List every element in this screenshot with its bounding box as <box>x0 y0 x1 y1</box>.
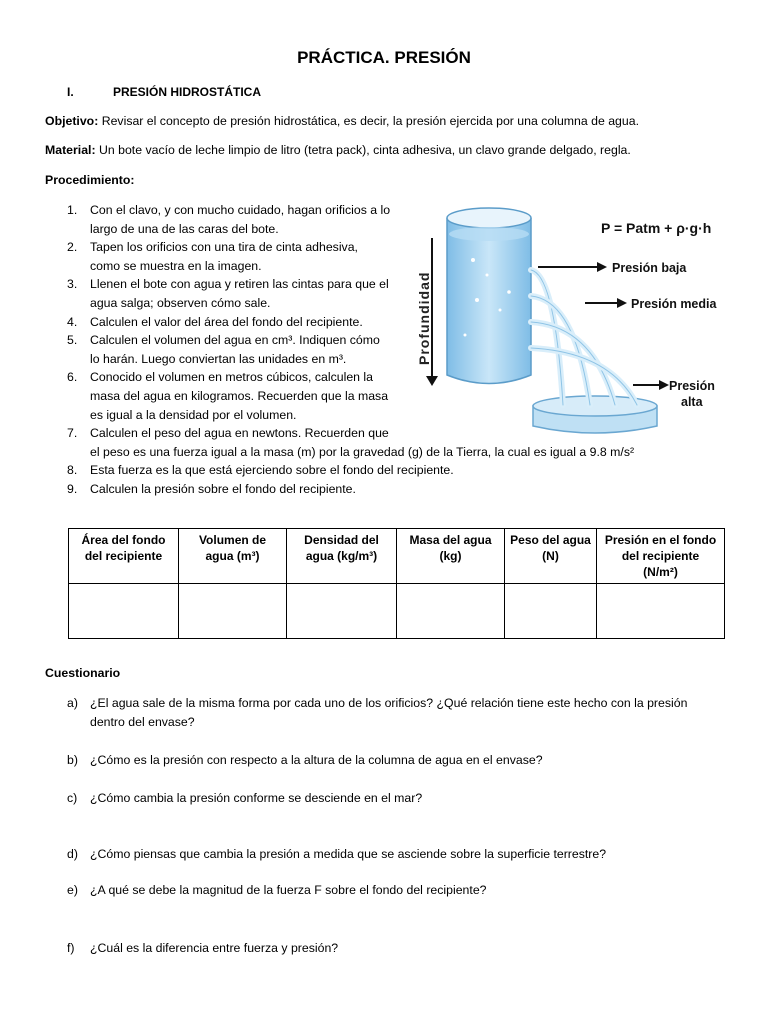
question-item: b) ¿Cómo es la presión con respecto a la altura de la columna de agua en el envase? <box>67 753 543 767</box>
list-item: 1. Con el clavo, y con mucho cuidado, hagan orificios a lo largo de una de las caras del bote. <box>67 203 391 236</box>
material-text: Un bote vacío de leche limpio de litro (tetra pack), cinta adhesiva, un clavo grande delgado, regla. <box>95 143 631 157</box>
table-header-cell: Presión en el fondo del recipiente (N/m²) <box>597 529 725 584</box>
pressure-figure <box>405 200 745 440</box>
list-item: 4. Calculen el valor del área del fondo del recipiente. <box>67 314 363 329</box>
table-cell[interactable] <box>397 584 505 639</box>
list-item: 9. Calculen la presión sobre el fondo del recipiente. <box>67 481 356 496</box>
water-jets <box>531 270 637 405</box>
question-item: a) ¿El agua sale de la misma forma por cada uno de los orificios? ¿Qué relación tiene este hecho con la presión dentro del envase? <box>67 696 688 729</box>
material-line <box>45 143 631 157</box>
table-cell[interactable] <box>69 584 179 639</box>
table-cell[interactable] <box>597 584 725 639</box>
question-item: e) ¿A qué se debe la magnitud de la fuerza F sobre el fondo del recipiente? <box>67 883 487 897</box>
section-heading <box>67 85 261 99</box>
list-item: 6. Conocido el volumen en metros cúbicos, calculen la masa del agua en kilogramos. Recuerden que la masa es igual a la densidad por el volumen. <box>67 370 389 422</box>
label-high-pressure-2: alta <box>681 395 703 409</box>
question-item: d) ¿Cómo piensas que cambia la presión a medida que se asciende sobre la superficie terrestre? <box>67 847 607 861</box>
procedure-heading: Procedimiento: <box>45 173 135 187</box>
water-container <box>447 208 531 384</box>
question-item: f) ¿Cuál es la diferencia entre fuerza y presión? <box>67 941 339 955</box>
data-table <box>68 528 725 639</box>
table-header-cell: Volumen de agua (m³) <box>179 529 287 584</box>
table-cell[interactable] <box>287 584 397 639</box>
table-header-cell: Peso del agua (N) <box>505 529 597 584</box>
label-high-pressure-1: Presión <box>669 379 715 393</box>
label-low-pressure: Presión baja <box>612 261 687 275</box>
questionnaire-heading: Cuestionario <box>45 666 121 680</box>
table-header-row <box>69 529 725 584</box>
question-item: c) ¿Cómo cambia la presión conforme se desciende en el mar? <box>67 791 423 805</box>
list-item: 8. Esta fuerza es la que está ejerciendo sobre el fondo del recipiente. <box>67 463 454 478</box>
list-item: 7. Calculen el peso del agua en newtons. Recuerden que el peso es una fuerza igual a la masa (m) por la gravedad (g) de la Tierra, la cual es igual a 9.8 m/s² <box>67 426 635 459</box>
depth-axis-label: Profundidad <box>416 271 432 365</box>
list-item: 5. Calculen el volumen del agua en cm³. Indiquen cómo lo harán. Luego conviertan las unidades en m³. <box>67 333 380 366</box>
section-label: PRESIÓN HIDROSTÁTICA <box>113 85 262 99</box>
table-row <box>69 584 725 639</box>
formula-label: P = Patm + ρ·g·h <box>601 220 712 236</box>
list-item: 3. Llenen el bote con agua y retiren las cintas para que el agua salga; observen cómo sale. <box>67 277 389 310</box>
list-item: 2. Tapen los orificios con una tira de cinta adhesiva, como se muestra en la imagen. <box>67 240 358 273</box>
table-header-cell: Área del fondo del recipiente <box>69 529 179 584</box>
material-label: Material: <box>45 143 96 157</box>
label-mid-pressure: Presión media <box>631 297 717 311</box>
table-cell[interactable] <box>505 584 597 639</box>
page-title: PRÁCTICA. PRESIÓN <box>297 48 471 67</box>
objective-label: Objetivo: <box>45 114 99 128</box>
table-header-cell: Masa del agua (kg) <box>397 529 505 584</box>
objective-line <box>45 114 639 128</box>
table-cell[interactable] <box>179 584 287 639</box>
section-number: I. <box>67 85 74 99</box>
table-header-cell: Densidad del agua (kg/m³) <box>287 529 397 584</box>
objective-text: Revisar el concepto de presión hidrostática, es decir, la presión ejercida por una columna de agua. <box>98 114 639 128</box>
